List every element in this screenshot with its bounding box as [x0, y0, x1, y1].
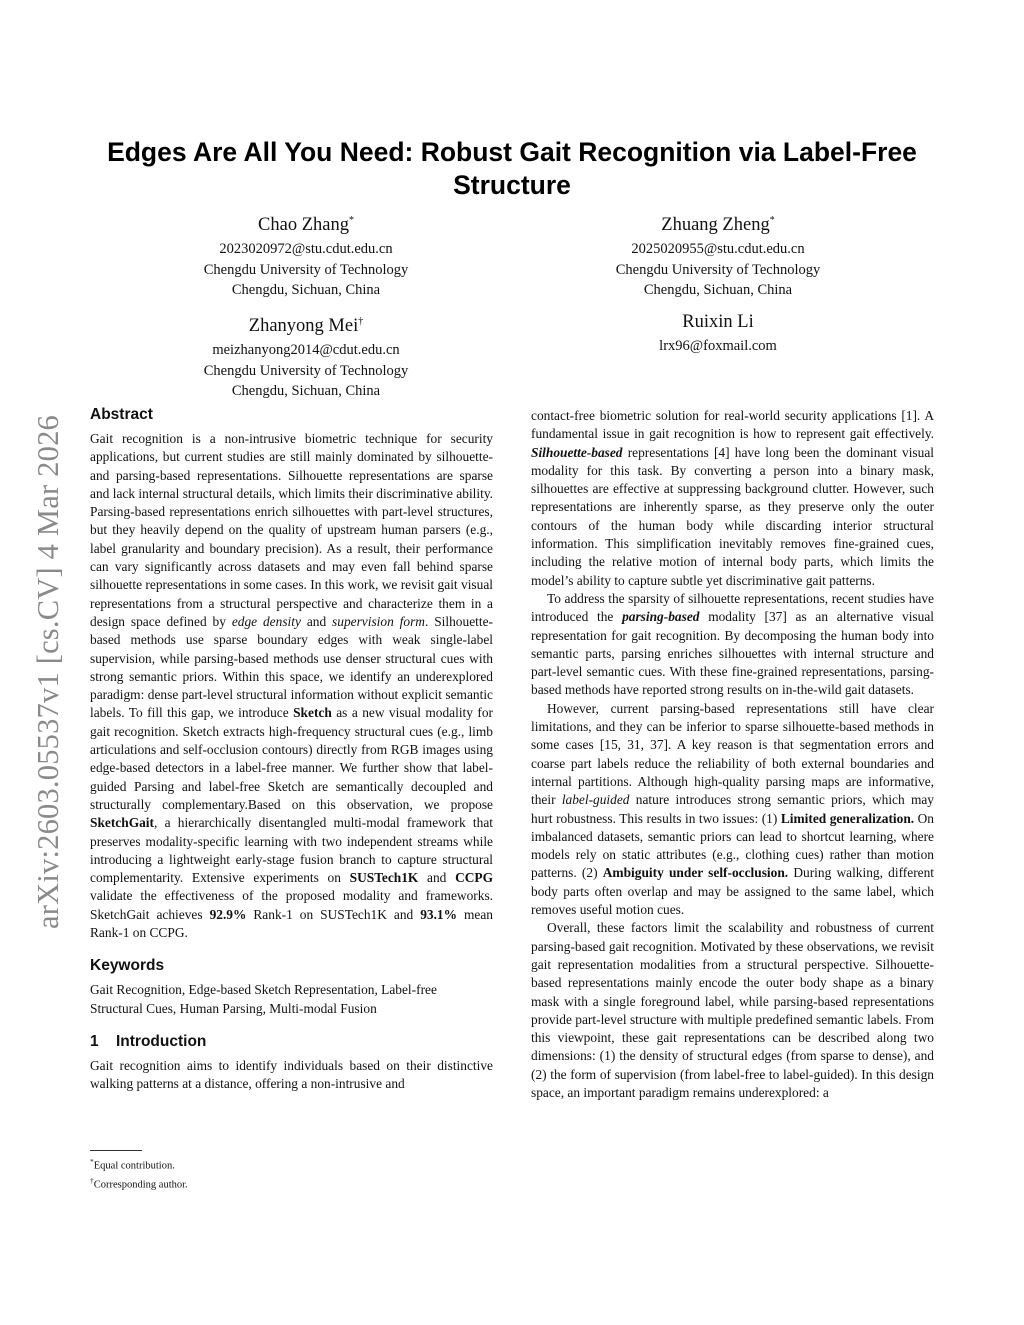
footnotes [90, 1150, 493, 1193]
author-block-2 [558, 209, 878, 301]
section-title: Introduction [116, 1032, 207, 1050]
author-email[interactable]: lrx96@foxmail.com [659, 338, 777, 354]
author-name: Ruixin Li [682, 312, 754, 332]
author-location: Chengdu, Sichuan, China [231, 383, 381, 400]
author-affiliation: Chengdu University of Technology [615, 261, 821, 278]
footnote-rule [90, 1150, 142, 1151]
term-edge-density: edge density [231, 613, 301, 629]
term-silhouette-based: Silhouette-based [531, 444, 623, 460]
footnote-corresponding-author: †Corresponding author. [90, 1176, 188, 1191]
author-name: Chao Zhang [258, 215, 349, 236]
intro-paragraph-3: However, current parsing-based representations still have clear limitations, and they can be inferior to sparse silhouette-based methods in some cases [15, 31, 37]. A key reason is that segmentation errors and coarse part labels reduce the reliability of both external boundaries and internal partitions. Although high-quality parsing maps are informative, their label-guided nature introduces strong semantic priors, which may hurt robustness. This results in two issues: (1) Limited generalization. On imbalanced datasets, semantic priors can lead to shortcut learning, where models rely on static attributes (e.g., clothing cues) rather than motion patterns. (2) Ambiguity under self-occlusion. During walking, different body parts often overlap and may be assigned to the same label, which removes useful motion cues. [531, 700, 935, 918]
result-ccpg: 93.1% [420, 906, 458, 922]
author-mark: * [769, 215, 775, 226]
author-email[interactable]: 2023020972@stu.cdut.edu.cn [219, 241, 393, 258]
intro-paragraph-4: Overall, these factors limit the scalability and robustness of current parsing-based gait recognition. Motivated by these observations, we revisit gait representation modalities from a structural perspective. Silhouette-based representations mainly encode the outer body shape as a binary mask with a single foreground label, while parsing-based representations provide part-level structure with multiple predefined semantic labels. From this viewpoint, these gait representations can be described along two dimensions: (1) the density of structural edges (from sparse to dense), and (2) the form of supervision (from label-free to label-guided). In this design space, an important paradigm remains underexplored: a [531, 920, 934, 1100]
right-column [531, 407, 934, 1102]
author-name: Zhuang Zheng [661, 215, 770, 236]
left-column [90, 405, 493, 1094]
author-name: Zhanyong Mei [248, 316, 359, 337]
intro-paragraph-1: Gait recognition aims to identify individuals based on their distinctive walking patterns at a distance, offering a non-intrusive and [90, 1057, 493, 1092]
author-affiliation: Chengdu University of Technology [203, 362, 409, 379]
arxiv-identifier: arXiv:2603.05537v1 [cs.CV] 4 Mar 2026 [31, 415, 65, 929]
introduction-heading [90, 1032, 493, 1052]
term-sketchgait: SketchGait [90, 815, 154, 831]
dataset-ccpg: CCPG [455, 870, 494, 886]
intro-paragraph-2: To address the sparsity of silhouette representations, recent studies have introduced the parsing-based modality [37] as an alternative visual representation for gait recognition. By decomposing the human body into semantic parts, parsing enriches silhouettes with internal structure and part-level semantic cues. With these fine-grained representations, parsing-based methods have reported strong results on in-the-wild gait datasets. [531, 590, 934, 698]
author-email[interactable]: meizhanyong2014@cdut.edu.cn [212, 342, 400, 359]
abstract-text: Gait recognition is a non-intrusive biometric technique for security applications, but current studies are still mainly dominated by silhouette- and parsing-based representations. Silhouette representations are sparse and lack internal structural details, which limits their discriminative ability. Parsing-based representations enrich silhouettes with part-level structures, but they heavily depend on the quality of upstream human parsers (e.g., label granularity and boundary precision). As a result, their performance can vary significantly across datasets and may even fall behind sparse silhouette representations in some cases. In this work, we revisit gait visual representations from a structural perspective and characterize them in a design space defined by edge density and supervision form. Silhouette-based methods use sparse boundary edges with weak single-label supervision, while parsing-based methods use denser structural cues with strong semantic priors. Within this space, we identify an underexplored paradigm: dense part-level structural information without explicit semantic labels. To fill this gap, we introduce Sketch as a new visual modality for gait recognition. Sketch extracts high-frequency structural cues (e.g., limb articulations and self-occlusion contours) directly from RGB images using edge-based detectors in a label-free manner. We further show that label-guided Parsing and label-free Sketch are semantically decoupled and structurally complementary.Based on this observation, we propose SketchGait, a hierarchically disentangled multi-modal framework that preserves modality-specific learning with two independent streams while introducing a lightweight early-stage fusion branch to capture structural complementarity. Extensive experiments on SUSTech1K and CCPG validate the effectiveness of the proposed modality and frameworks. SketchGait achieves 92.9% Rank-1 on SUSTech1K and 93.1% mean Rank-1 on CCPG. [90, 431, 494, 941]
term-sketch: Sketch [293, 705, 332, 721]
abstract-heading: Abstract [90, 406, 153, 423]
keywords-heading: Keywords [90, 957, 165, 975]
intro-paragraph-1-continued: contact-free biometric solution for real-world security applications [1]. A fundamental issue in gait recognition is how to represent gait effectively. Silhouette-based representations [4] have long been the dominant visual modality for this task. By converting a person into a binary mask, silhouettes are effective at suppressing background clutter. However, such representations are inherently sparse, as they preserve only the outer contours of the human body while discarding interior structural information. This simplification inevitably removes fine-grained cues, including the relative motion of internal body parts, which limits the model’s ability to capture subtle yet discriminative gait patterns. [531, 408, 934, 588]
author-location: Chengdu, Sichuan, China [643, 282, 793, 299]
term-label-guided: label-guided [561, 792, 630, 808]
author-email[interactable]: 2025020955@stu.cdut.edu.cn [631, 241, 805, 258]
author-block-1 [146, 209, 466, 301]
paper-title: Edges Are All You Need: Robust Gait Recognition via Label-Free Structure [107, 137, 917, 200]
issue-limited-generalization: Limited generalization. [780, 810, 915, 826]
author-block-4 [558, 310, 878, 357]
footnote-equal-contribution: *Equal contribution. [90, 1157, 175, 1172]
author-mark: † [358, 316, 364, 327]
author-affiliation: Chengdu University of Technology [203, 261, 409, 278]
term-supervision-form: supervision form [332, 613, 425, 629]
dataset-sustech1k: SUSTech1K [349, 870, 419, 886]
keywords-text: Gait Recognition, Edge-based Sketch Representation, Label-free Structural Cues, Human Parsing, Multi-modal Fusion [90, 982, 437, 1016]
author-mark: * [348, 215, 354, 226]
issue-ambiguity-self-occlusion: Ambiguity under self-occlusion. [602, 865, 789, 881]
section-number: 1 [90, 1032, 99, 1050]
result-sustech1k: 92.9% [209, 906, 247, 922]
author-location: Chengdu, Sichuan, China [231, 282, 381, 299]
author-block-3 [146, 310, 466, 402]
term-parsing-based: parsing-based [622, 609, 700, 625]
